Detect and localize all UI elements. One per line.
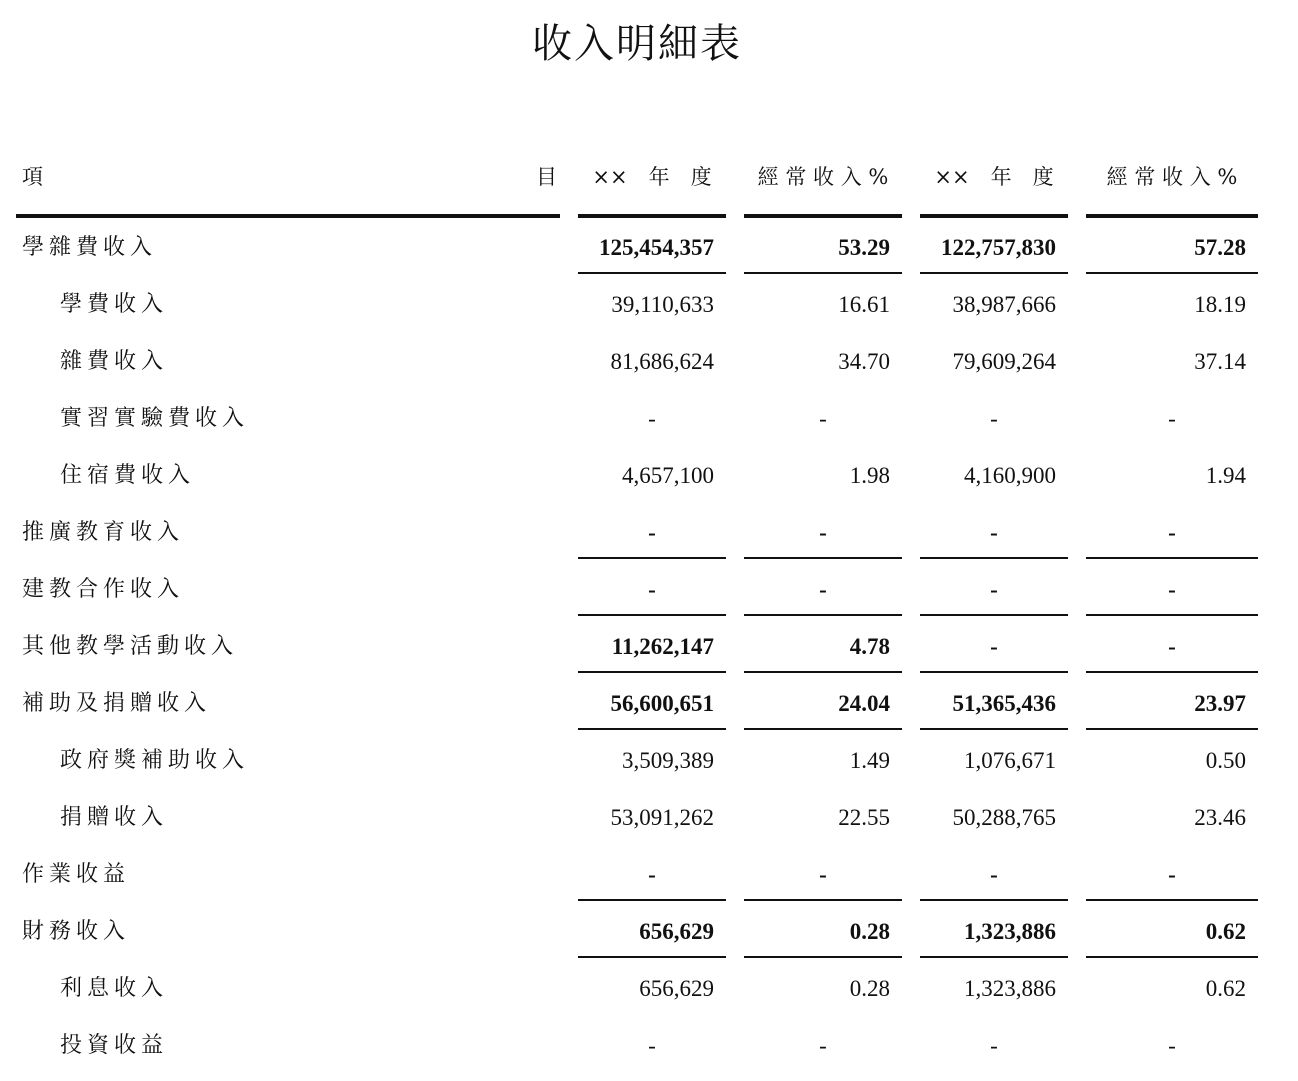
cell-amount-2: 51,365,436 [952,691,1056,716]
cell-percent-2: - [1168,577,1176,602]
cell-amount-1: 81,686,624 [610,349,714,374]
row-label: 投資收益 [60,1033,169,1058]
cell-amount-1: 656,629 [639,919,714,944]
cell-amount-1: 125,454,357 [599,235,714,260]
cell-percent-1: - [819,1033,827,1058]
cell-amount-2: - [990,406,998,431]
cell-percent-2: 37.14 [1194,349,1246,374]
table-row [0,1017,1298,1074]
cell-percent-1: 0.28 [849,919,890,944]
subtotal-underline [1086,956,1258,958]
subtotal-underline [1086,614,1258,616]
subtotal-underline [920,728,1068,730]
cell-amount-1: 656,629 [639,976,714,1001]
cell-percent-1: - [819,520,827,545]
cell-percent-1: - [819,862,827,887]
subtotal-underline [920,614,1068,616]
cell-percent-1: 22.55 [838,805,890,830]
cell-amount-1: - [648,1033,656,1058]
header-rule-year-2 [920,214,1068,218]
row-label: 實習實驗費收入 [60,406,250,431]
cell-amount-1: - [648,520,656,545]
cell-amount-1: 4,657,100 [622,463,714,488]
row-label: 財務收入 [22,919,131,944]
subtotal-underline [578,557,726,559]
row-label: 利息收入 [60,976,169,1001]
subtotal-underline [744,728,902,730]
cell-amount-2: 4,160,900 [964,463,1056,488]
table-row [0,219,1298,276]
cell-amount-2: 79,609,264 [952,349,1056,374]
row-label: 學雜費收入 [22,235,158,260]
row-label: 捐贈收入 [60,805,169,830]
subtotal-underline [744,557,902,559]
cell-amount-2: 1,323,886 [964,976,1056,1001]
header-rule-percent-1 [744,214,902,218]
table-row [0,846,1298,903]
cell-amount-2: - [990,862,998,887]
table-row [0,390,1298,447]
cell-amount-1: 39,110,633 [611,292,714,317]
subtotal-underline [920,899,1068,901]
subtotal-underline [578,272,726,274]
cell-percent-2: - [1168,862,1176,887]
row-label: 學費收入 [60,292,169,317]
cell-percent-1: - [819,406,827,431]
table-row [0,333,1298,390]
row-label: 推廣教育收入 [22,520,185,545]
cell-percent-2: - [1168,634,1176,659]
header-item-label-right: 目 [536,165,557,189]
cell-amount-2: 122,757,830 [941,235,1056,260]
subtotal-underline [744,899,902,901]
table-row [0,561,1298,618]
row-label: 雜費收入 [60,349,169,374]
cell-percent-1: 1.49 [849,748,890,773]
page-title: 收入明細表 [532,21,742,67]
row-label: 補助及捐贈收入 [22,691,212,716]
cell-amount-2: - [990,634,998,659]
subtotal-underline [578,671,726,673]
cell-percent-1: 24.04 [838,691,890,716]
cell-amount-2: 50,288,765 [952,805,1056,830]
cell-amount-1: 3,509,389 [622,748,714,773]
row-label: 作業收益 [22,862,131,887]
table-row [0,903,1298,960]
header-rule-year-1 [578,214,726,218]
cell-amount-2: - [990,577,998,602]
cell-percent-1: 0.28 [849,976,890,1001]
cell-percent-2: 23.97 [1194,691,1246,716]
subtotal-underline [744,671,902,673]
header-year-1: ×× 年 度 [592,165,712,189]
table-row [0,504,1298,561]
subtotal-underline [920,272,1068,274]
cell-percent-2: - [1168,520,1176,545]
subtotal-underline [1086,272,1258,274]
subtotal-underline [578,899,726,901]
header-rule-item [16,214,560,218]
cell-amount-1: - [648,406,656,431]
cell-percent-1: 53.29 [838,235,890,260]
row-label: 其他教學活動收入 [22,634,239,659]
header-item-label-left: 項 [22,165,43,189]
subtotal-underline [920,956,1068,958]
header-rule-percent-2 [1086,214,1258,218]
header-percent-2: 經 常 收 入 % [1106,165,1238,189]
table-row [0,789,1298,846]
row-label: 建教合作收入 [22,577,185,602]
cell-amount-1: 11,262,147 [611,634,714,659]
subtotal-underline [1086,728,1258,730]
table-row [0,960,1298,1017]
cell-percent-2: 18.19 [1194,292,1246,317]
subtotal-underline [920,557,1068,559]
cell-amount-1: - [648,577,656,602]
cell-percent-1: 1.98 [849,463,890,488]
cell-amount-2: - [990,520,998,545]
cell-percent-2: 1.94 [1205,463,1246,488]
subtotal-underline [920,671,1068,673]
cell-percent-1: 16.61 [838,292,890,317]
subtotal-underline [744,956,902,958]
cell-amount-1: 56,600,651 [610,691,714,716]
header-year-2: ×× 年 度 [934,165,1054,189]
subtotal-underline [1086,899,1258,901]
cell-percent-1: 4.78 [849,634,890,659]
subtotal-underline [744,272,902,274]
cell-percent-2: - [1168,406,1176,431]
subtotal-underline [1086,671,1258,673]
subtotal-underline [578,728,726,730]
cell-percent-2: 0.62 [1205,976,1246,1001]
cell-percent-2: 0.62 [1205,919,1246,944]
cell-amount-2: 1,076,671 [964,748,1056,773]
row-label: 住宿費收入 [60,463,196,488]
cell-amount-2: - [990,1033,998,1058]
cell-amount-2: 1,323,886 [964,919,1056,944]
header-percent-1: 經 常 收 入 % [757,165,889,189]
table-row [0,447,1298,504]
table-row [0,276,1298,333]
subtotal-underline [744,614,902,616]
row-label: 政府獎補助收入 [60,748,250,773]
subtotal-underline [578,614,726,616]
cell-percent-2: 23.46 [1194,805,1246,830]
cell-amount-1: - [648,862,656,887]
cell-percent-1: - [819,577,827,602]
table-row [0,675,1298,732]
cell-percent-1: 34.70 [838,349,890,374]
cell-percent-2: - [1168,1033,1176,1058]
cell-amount-2: 38,987,666 [952,292,1056,317]
cell-amount-1: 53,091,262 [610,805,714,830]
cell-percent-2: 0.50 [1205,748,1246,773]
subtotal-underline [1086,557,1258,559]
table-row [0,732,1298,789]
table-row [0,618,1298,675]
subtotal-underline [578,956,726,958]
cell-percent-2: 57.28 [1194,235,1246,260]
